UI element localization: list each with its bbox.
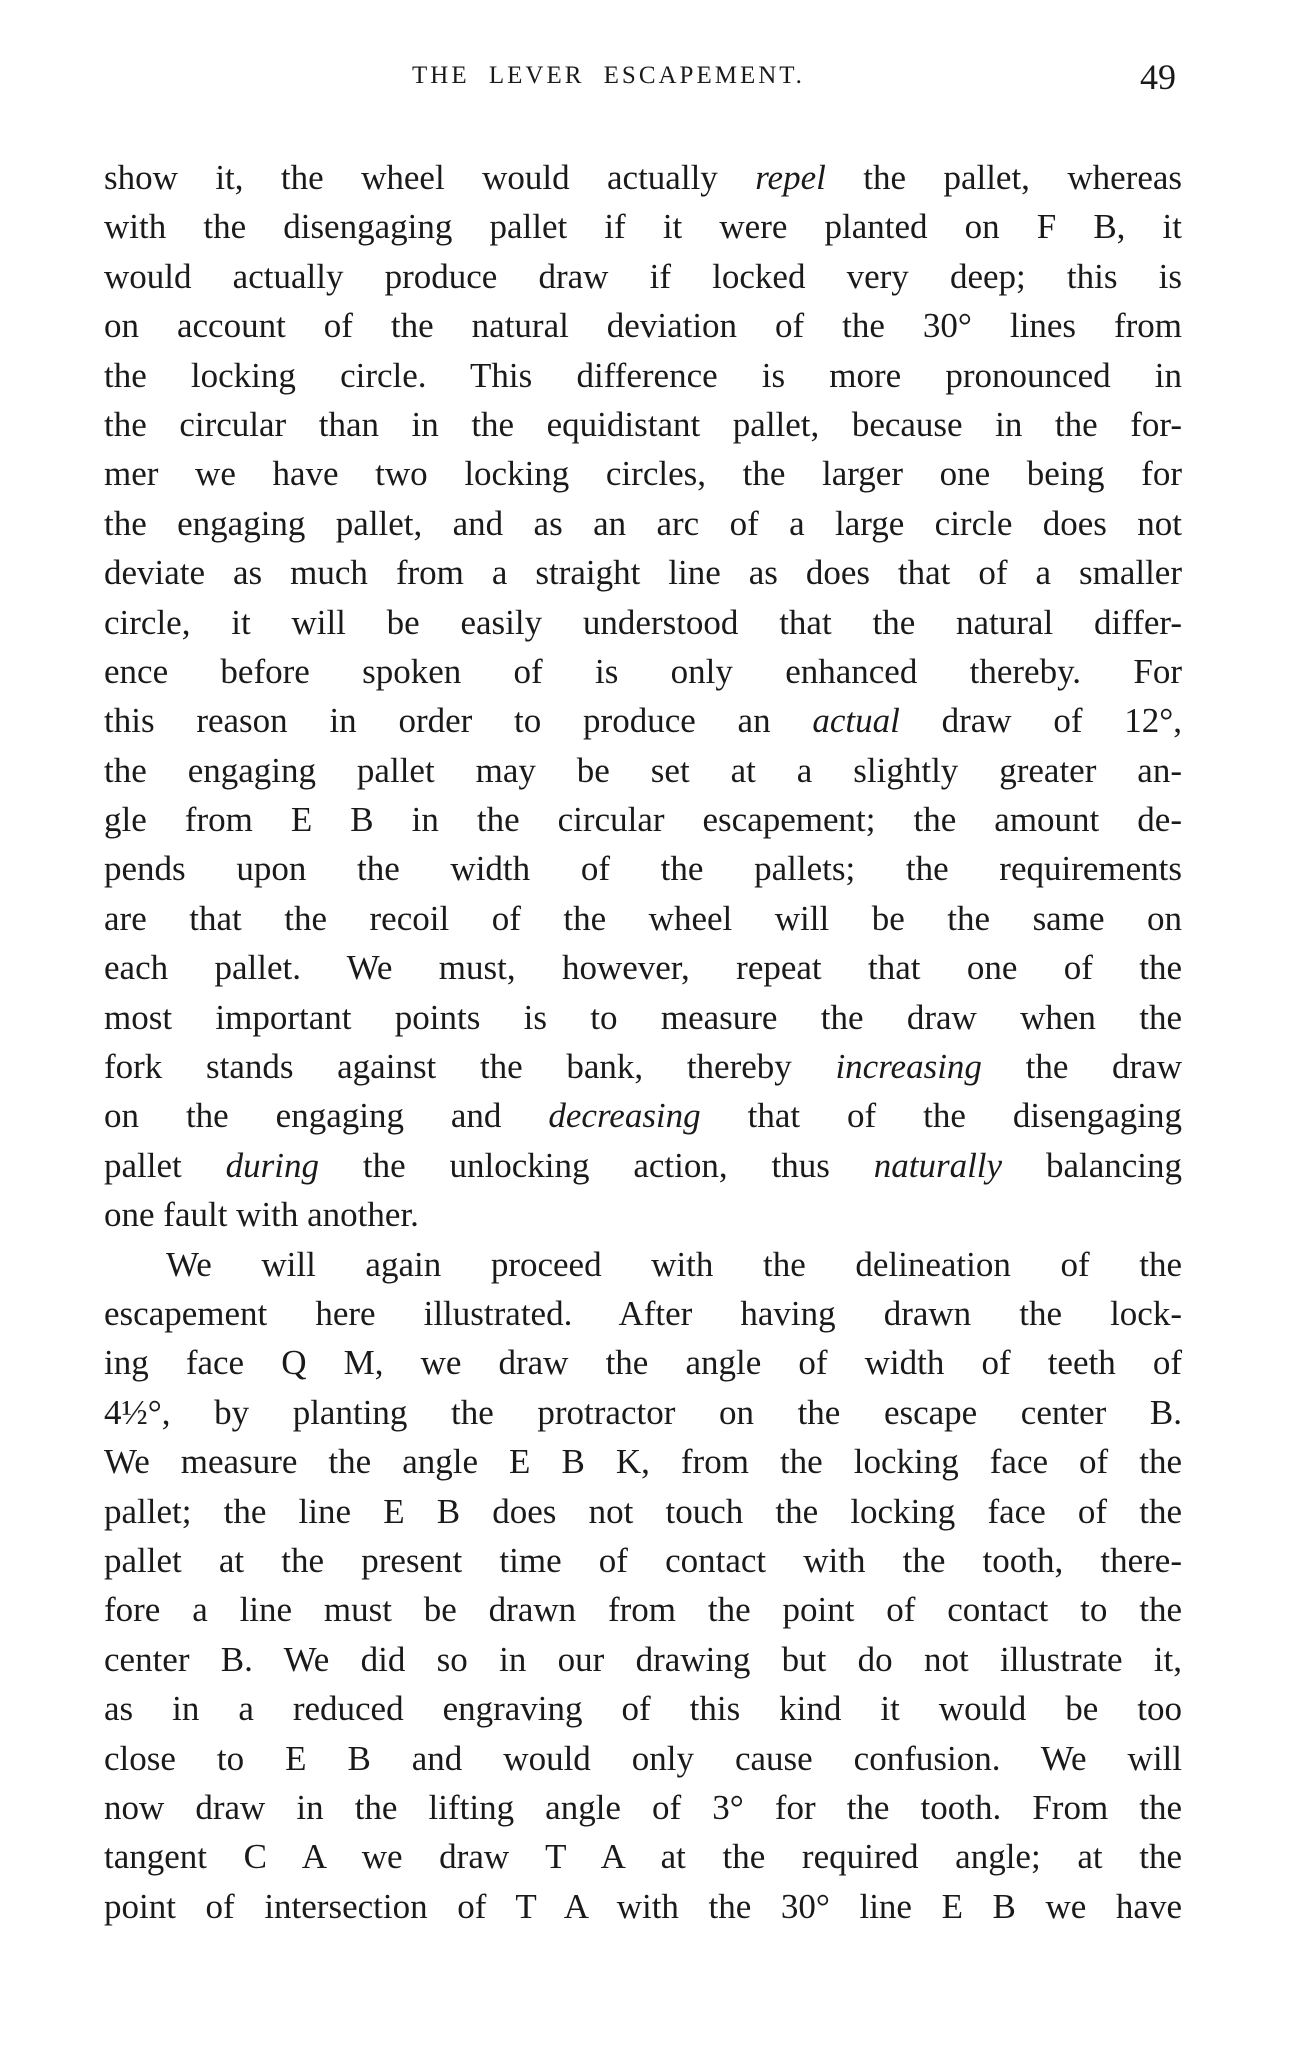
text-span: most important points is to measure the draw when the xyxy=(104,997,1182,1037)
text-span: deviate as much from a straight line as does that of a smaller xyxy=(104,553,1182,593)
text-line xyxy=(104,647,1182,696)
text-line xyxy=(104,1388,1182,1437)
text-span: the draw xyxy=(981,1047,1182,1087)
text-span: center B. We did so in our drawing but do not illustrate it, xyxy=(104,1639,1182,1679)
text-line xyxy=(104,153,1182,202)
text-line xyxy=(104,1487,1182,1536)
text-line xyxy=(104,1585,1182,1634)
text-line xyxy=(104,1141,1182,1190)
text-line xyxy=(104,795,1182,844)
text-line xyxy=(104,894,1182,943)
text-line xyxy=(104,1437,1182,1486)
text-span: 4½°, by planting the protractor on the escape center B. xyxy=(104,1392,1182,1432)
text-line xyxy=(104,1289,1182,1338)
text-line xyxy=(104,400,1182,449)
text-line xyxy=(104,1190,1182,1239)
text-span: now draw in the lifting angle of 3° for the tooth. From the xyxy=(104,1787,1182,1827)
text-line xyxy=(104,548,1182,597)
text-span: pends upon the width of the pallets; the requirements xyxy=(104,849,1182,889)
italic-text: increasing xyxy=(835,1047,982,1087)
italic-text: during xyxy=(225,1145,319,1185)
paragraph xyxy=(104,153,1182,1240)
text-span: mer we have two locking circles, the larger one being for xyxy=(104,454,1182,494)
text-span: each pallet. We must, however, repeat that one of the xyxy=(104,948,1182,988)
text-line xyxy=(104,252,1182,301)
text-line xyxy=(104,943,1182,992)
text-span: point of intersection of T A with the 30° line E B we have xyxy=(104,1886,1182,1926)
text-span: the engaging pallet, and as an arc of a large circle does not xyxy=(104,503,1182,543)
text-span: We will again proceed with the delineation of the xyxy=(166,1244,1182,1284)
text-line xyxy=(104,1042,1182,1091)
text-line xyxy=(104,1734,1182,1783)
text-line xyxy=(104,1536,1182,1585)
text-span: this reason in order to produce an xyxy=(104,701,813,741)
text-span: the locking circle. This difference is more pronounced in xyxy=(104,355,1182,395)
text-line xyxy=(104,499,1182,548)
text-span: show it, the wheel would actually xyxy=(104,158,756,197)
text-line xyxy=(104,993,1182,1042)
text-line xyxy=(104,598,1182,647)
text-span: are that the recoil of the wheel will be the same on xyxy=(104,898,1182,938)
italic-text: repel xyxy=(755,158,826,197)
text-line xyxy=(104,1882,1182,1931)
text-span: fore a line must be drawn from the point of contact to the xyxy=(104,1590,1182,1630)
text-span: one fault with another. xyxy=(104,1195,419,1235)
text-span: the pallet, whereas xyxy=(825,158,1183,197)
text-span: draw of 12°, xyxy=(899,701,1182,741)
text-line xyxy=(104,1635,1182,1684)
text-line xyxy=(104,301,1182,350)
text-span: with the disengaging pallet if it were planted on F B, it xyxy=(104,207,1182,247)
text-span: as in a reduced engraving of this kind it would be too xyxy=(104,1689,1182,1729)
text-line xyxy=(104,1091,1182,1140)
text-span: the unlocking action, thus xyxy=(318,1145,874,1185)
text-span: the circular than in the equidistant pallet, because in the for- xyxy=(104,404,1182,444)
text-line xyxy=(104,1240,1182,1289)
text-span: the engaging pallet may be set at a slightly greater an- xyxy=(104,750,1182,790)
text-line xyxy=(104,351,1182,400)
text-span: pallet at the present time of contact with the tooth, there- xyxy=(104,1540,1182,1580)
text-span: ence before spoken of is only enhanced thereby. For xyxy=(104,651,1182,691)
text-line xyxy=(104,696,1182,745)
text-span: on account of the natural deviation of the 30° lines from xyxy=(104,306,1182,346)
page-number: 49 xyxy=(1140,57,1176,97)
paragraph xyxy=(104,1240,1182,1931)
text-line xyxy=(104,1832,1182,1881)
text-line xyxy=(104,202,1182,251)
text-line xyxy=(104,449,1182,498)
text-span: escapement here illustrated. After having drawn the lock- xyxy=(104,1293,1182,1333)
text-span: would actually produce draw if locked very deep; this is xyxy=(104,256,1182,296)
italic-text: actual xyxy=(812,701,900,741)
text-span: fork stands against the bank, thereby xyxy=(104,1047,836,1087)
text-line xyxy=(104,1338,1182,1387)
running-header: THE LEVER ESCAPEMENT. xyxy=(412,62,805,89)
text-span: pallet; the line E B does not touch the locking face of the xyxy=(104,1491,1182,1531)
text-span: gle from E B in the circular escapement; the amount de- xyxy=(104,800,1182,840)
body-text xyxy=(104,153,1182,1931)
text-span: tangent C A we draw T A at the required angle; at the xyxy=(104,1837,1182,1877)
text-span: that of the disengaging xyxy=(700,1096,1182,1136)
text-span: circle, it will be easily understood that the natural differ- xyxy=(104,602,1182,642)
text-span: ing face Q M, we draw the angle of width of teeth of xyxy=(104,1343,1182,1383)
italic-text: decreasing xyxy=(548,1096,701,1136)
italic-text: naturally xyxy=(873,1145,1003,1185)
text-line xyxy=(104,1684,1182,1733)
text-span: pallet xyxy=(104,1145,226,1185)
text-line xyxy=(104,746,1182,795)
text-span: on the engaging and xyxy=(104,1096,549,1136)
text-line xyxy=(104,1783,1182,1832)
text-span: We measure the angle E B K, from the locking face of the xyxy=(104,1442,1182,1482)
text-span: close to E B and would only cause confusion. We will xyxy=(104,1738,1182,1778)
text-span: balancing xyxy=(1002,1145,1182,1185)
text-line xyxy=(104,844,1182,893)
